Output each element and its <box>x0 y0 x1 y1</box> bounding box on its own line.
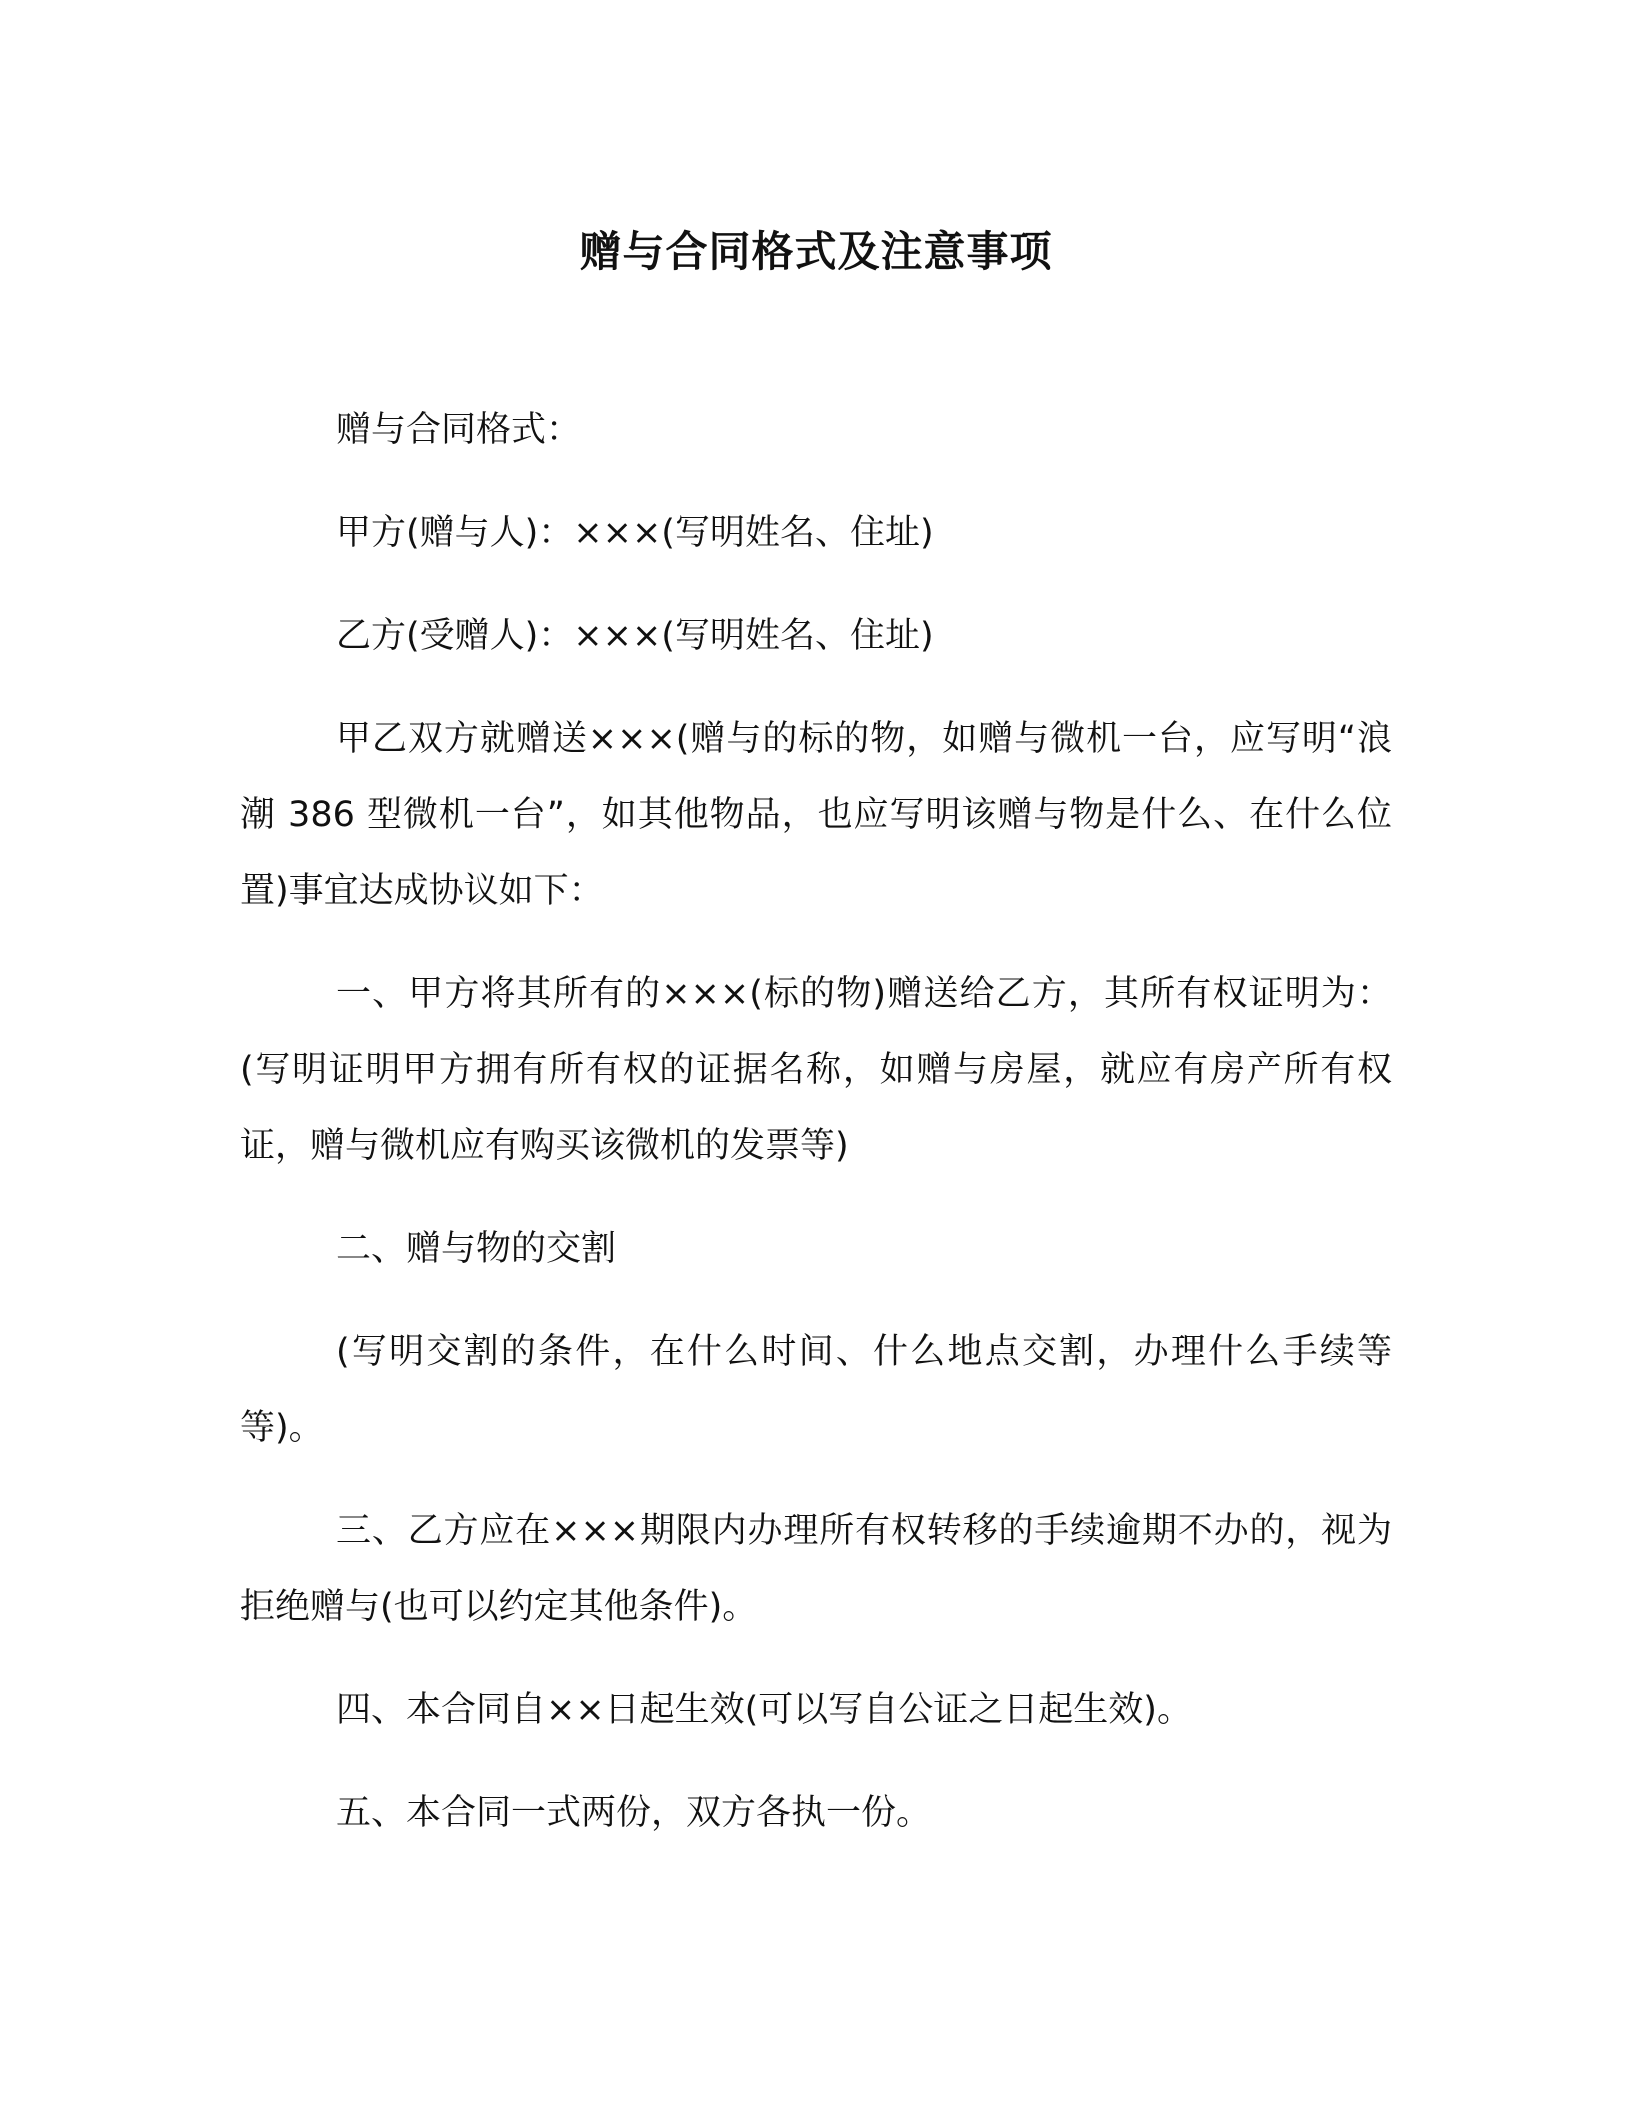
paragraph-clause-2-detail: (写明交割的条件，在什么时间、什么地点交割，办理什么手续等等)。 <box>240 1332 1392 1448</box>
paragraph-heading: 赠与合同格式： <box>336 410 582 450</box>
paragraph-party-b: 乙方(受赠人)：×××(写明姓名、住址) <box>336 616 934 656</box>
document-body <box>240 392 1392 1878</box>
paragraph-clause-3: 三、乙方应在×××期限内办理所有权转移的手续逾期不办的，视为拒绝赠与(也可以约定其他条件)。 <box>240 1511 1392 1627</box>
paragraph-party-a: 甲方(赠与人)：×××(写明姓名、住址) <box>336 513 934 553</box>
paragraph-agreement-intro: 甲乙双方就赠送×××(赠与的标的物，如赠与微机一台，应写明“浪潮 386 型微机一台”，如其他物品，也应写明该赠与物是什么、在什么位置)事宜达成协议如下： <box>240 719 1392 911</box>
paragraph-clause-2: 二、赠与物的交割 <box>336 1229 617 1269</box>
paragraph-clause-5: 五、本合同一式两份，双方各执一份。 <box>336 1793 932 1833</box>
paragraph-clause-4: 四、本合同自××日起生效(可以写自公证之日起生效)。 <box>336 1690 1192 1730</box>
document-title: 赠与合同格式及注意事项 <box>579 227 1053 276</box>
paragraph-clause-1: 一、甲方将其所有的×××(标的物)赠送给乙方，其所有权证明为：(写明证明甲方拥有所有权的证据名称，如赠与房屋，就应有房产所有权证，赠与微机应有购买该微机的发票等) <box>240 974 1392 1166</box>
